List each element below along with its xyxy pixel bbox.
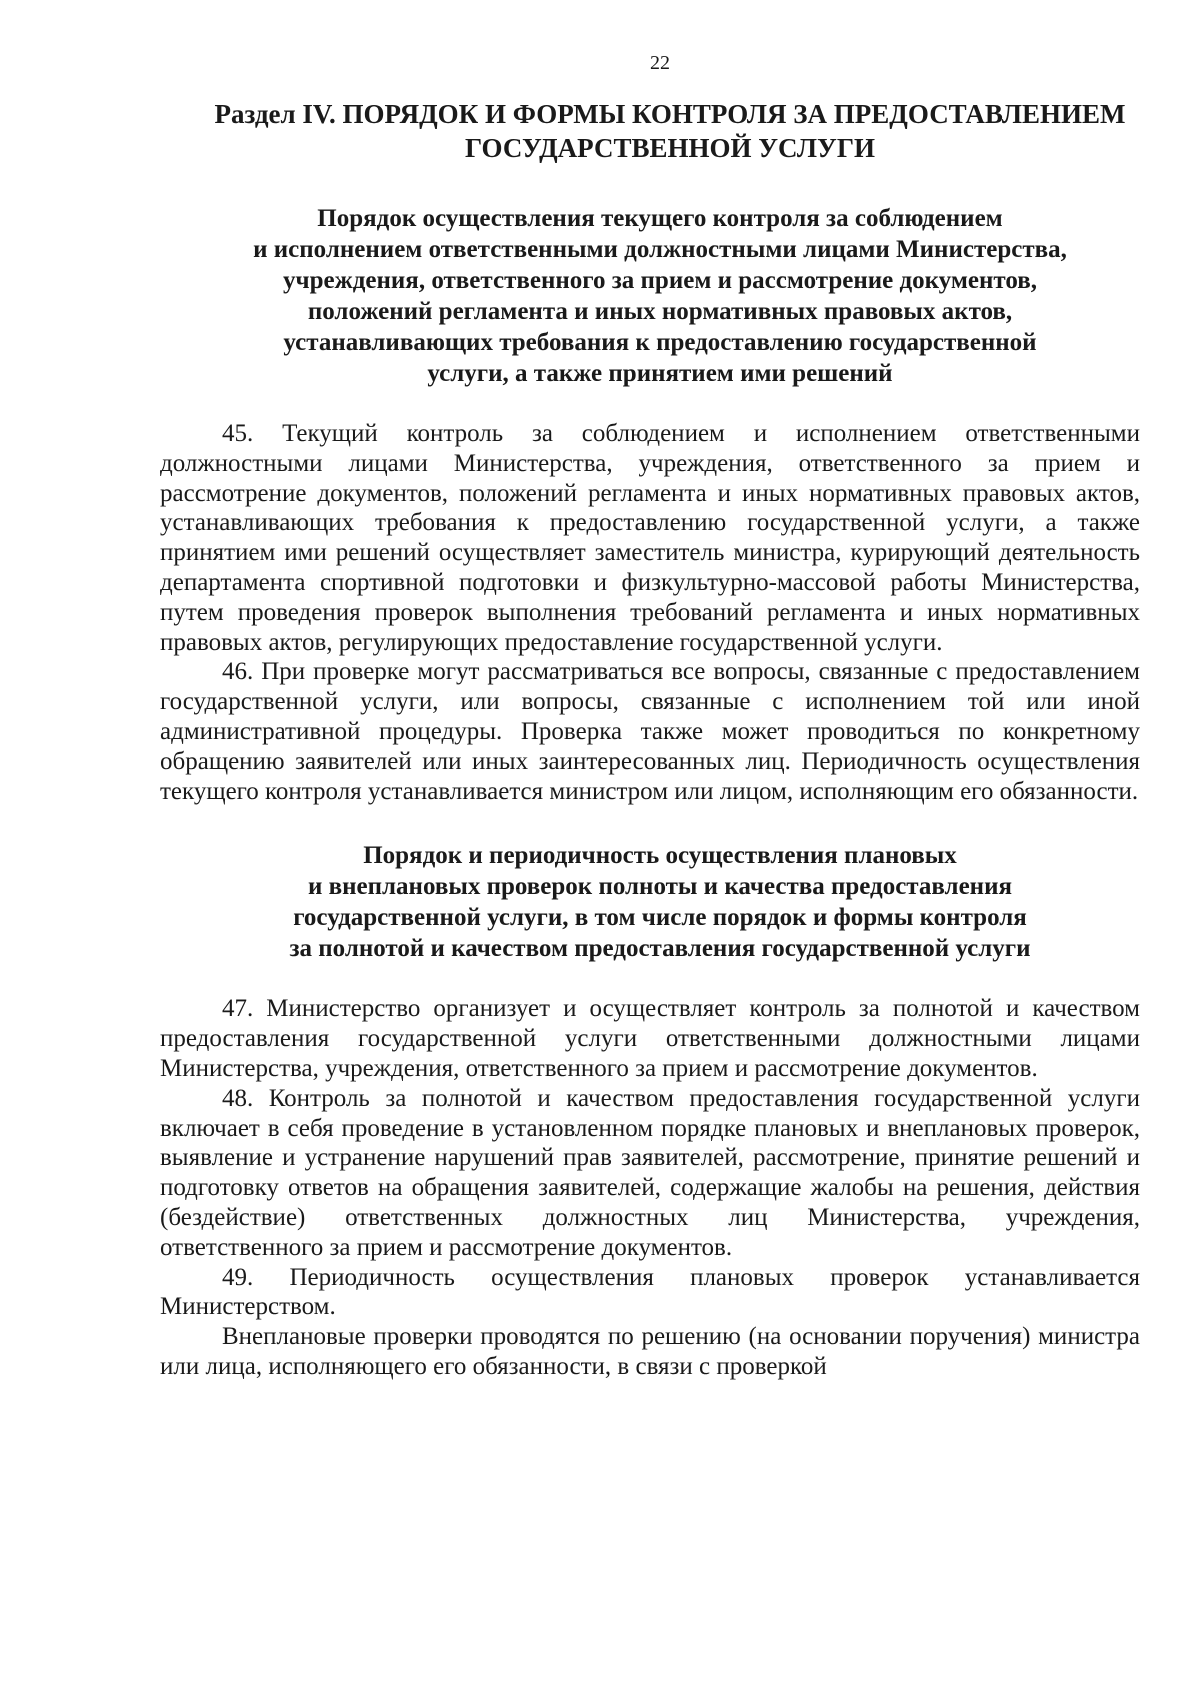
subheading-inspections [160,840,1140,964]
subheading-line: и внеплановых проверок полноты и качества предоставления [307,873,1013,901]
section-title-line: ГОСУДАРСТВЕННОЙ УСЛУГИ [465,133,875,163]
subheading-line: устанавливающих требования к предоставлению государственной [283,329,1037,356]
subheading-line: Порядок осуществления текущего контроля за соблюдением [317,205,1003,232]
document-page [160,52,1140,1382]
subheading-line: и исполнением ответственными должностными лицами Министерства, [253,236,1067,263]
subheading-line: Порядок и периодичность осуществления плановых [363,842,957,870]
subheading-line: учреждения, ответственного за прием и рассмотрение документов, [283,267,1037,294]
subheading-line: положений регламента и иных нормативных правовых актов, [307,298,1013,325]
section-title-line: Раздел IV. ПОРЯДОК И ФОРМЫ КОНТРОЛЯ ЗА ПРЕДОСТАВЛЕНИЕМ [214,99,1126,129]
paragraph-unscheduled-inspections: Внеплановые проверки проводятся по решению (на основании поручения) министра или лица, исполняющего его обязанности, в связи с проверкой [160,1323,1140,1380]
paragraph-49: 49. Периодичность осуществления плановых проверок устанавливается Министерством. [160,1263,1140,1321]
paragraph-45: 45. Текущий контроль за соблюдением и исполнением ответственными должностными лицами Министерства, учреждения, ответственного за прием и рассмотрение документов, положений регламента и иных нормативных правовых актов, устанавливающих требования к предоставлению государственной услуги, а также принятием ими решений осуществляет заместитель министра, курирующий деятельность департамента спортивной подготовки и физкультурно-массовой работы Министерства, путем проведения проверок выполнения требований регламента и иных нормативных правовых актов, регулирующих предоставление государственной услуги. [160,420,1140,656]
paragraph-47: 47. Министерство организует и осуществляет контроль за полнотой и качеством предоставления государственной услуги ответственными должностными лицами Министерства, учреждения, ответственного за прием и рассмотрение документов. [160,995,1140,1082]
subheading-line: государственной услуги, в том числе порядок и формы контроля [293,904,1027,932]
paragraph-46: 46. При проверке могут рассматриваться все вопросы, связанные с предоставлением государственной услуги, или вопросы, связанные с исполнением той или иной административной процедуры. Проверка также может проводиться по конкретному обращению заявителей или иных заинтересованных лиц. Периодичность осуществления текущего контроля устанавливается министром или лицом, исполняющим его обязанности. [160,658,1140,805]
subheading-line: услуги, а также принятием ими решений [427,360,893,387]
subheading-line: за полнотой и качеством предоставления государственной услуги [289,935,1031,963]
subheading-current-control [160,203,1140,389]
section-title [160,97,1140,165]
paragraph-48: 48. Контроль за полнотой и качеством предоставления государственной услуги включает в себя проведение в установленном порядке плановых и внеплановых проверок, выявление и устранение нарушений прав заявителей, рассмотрение, принятие решений и подготовку ответов на обращения заявителей, содержащие жалобы на решения, действия (бездействие) ответственных должностных лиц Министерства, учреждения, ответственного за прием и рассмотрение документов. [160,1084,1140,1261]
page-number: 22 [650,52,670,74]
